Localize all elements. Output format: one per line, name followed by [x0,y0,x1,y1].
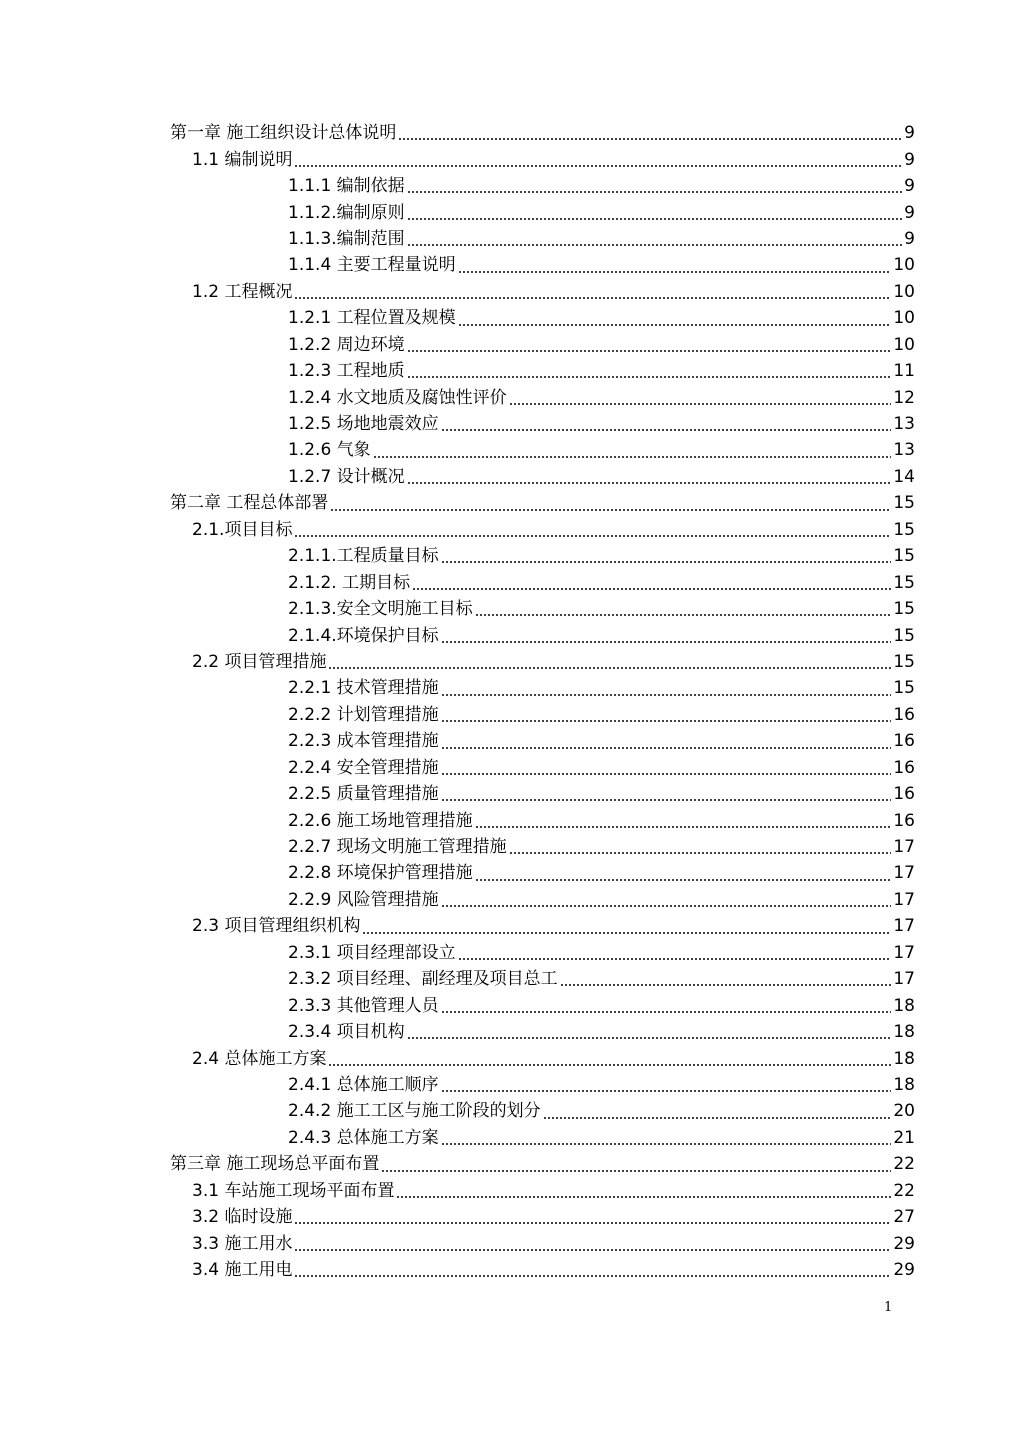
toc-entry-page: 17 [893,916,915,937]
toc-entry-title: 2.2 项目管理措施 [192,651,327,672]
toc-entry-page: 9 [904,123,915,144]
dot-leader [294,165,902,167]
toc-entry-page: 15 [893,519,915,540]
toc-entry-page: 29 [893,1233,915,1254]
toc-entry-page: 15 [893,625,915,646]
toc-entry[interactable] [0,543,915,569]
toc-entry-title: 2.1.3.安全文明施工目标 [288,599,473,620]
dot-leader [509,403,892,405]
toc-entry-title: 2.1.1.工程质量目标 [288,546,439,567]
toc-entry-page: 17 [893,942,915,963]
toc-entry-title: 第二章 工程总体部署 [170,493,329,514]
dot-leader [441,720,892,722]
toc-entry[interactable] [0,887,915,913]
toc-entry-page: 13 [893,440,915,461]
toc-entry-page: 16 [893,784,915,805]
toc-entry[interactable] [0,807,915,833]
toc-entry-title: 2.2.3 成本管理措施 [288,731,439,752]
dot-leader [407,218,903,220]
toc-entry[interactable] [0,1125,915,1151]
toc-entry[interactable] [0,728,915,754]
dot-leader [441,1011,892,1013]
toc-entry-page: 20 [893,1101,915,1122]
dot-leader [407,482,892,484]
toc-entry[interactable] [0,1178,915,1204]
toc-entry-page: 29 [893,1260,915,1281]
toc-entry[interactable] [0,1019,915,1045]
toc-entry-title: 2.2.5 质量管理措施 [288,784,439,805]
toc-entry[interactable] [0,569,915,595]
toc-entry-title: 2.2.7 现场文明施工管理措施 [288,837,507,858]
toc-entry-page: 16 [893,704,915,725]
toc-entry-page: 21 [893,1127,915,1148]
toc-entry[interactable] [0,1204,915,1230]
dot-leader [560,984,892,986]
toc-entry-title: 2.2.2 计划管理措施 [288,704,439,725]
toc-entry[interactable] [0,464,915,490]
dot-leader [441,1143,892,1145]
toc-entry-title: 1.2.2 周边环境 [288,334,405,355]
toc-entry[interactable] [0,1098,915,1124]
toc-entry-title: 2.1.4.环境保护目标 [288,625,439,646]
dot-leader [458,958,892,960]
dot-leader [407,191,903,193]
toc-entry-page: 16 [893,757,915,778]
dot-leader [441,1090,892,1092]
toc-entry-page: 27 [893,1207,915,1228]
toc-entry[interactable] [0,226,915,252]
dot-leader [475,879,892,881]
dot-leader [381,1170,891,1172]
toc-entry-page: 18 [893,1048,915,1069]
toc-entry-title: 3.4 施工用电 [192,1260,293,1281]
toc-entry-title: 1.2.6 气象 [288,440,371,461]
dot-leader [373,456,892,458]
toc-entry[interactable] [0,649,915,675]
toc-entry-page: 17 [893,889,915,910]
toc-entry-title: 1.2.1 工程位置及规模 [288,308,456,329]
toc-entry-title: 2.3.3 其他管理人员 [288,995,439,1016]
toc-entry-page: 15 [893,599,915,620]
toc-entry-title: 2.1.2. 工期目标 [288,572,411,593]
toc-entry-title: 2.4.2 施工工区与施工阶段的划分 [288,1101,541,1122]
dot-leader [441,773,892,775]
dot-leader [458,271,892,273]
toc-entry-title: 3.2 临时设施 [192,1207,293,1228]
toc-entry-page: 11 [893,361,915,382]
dot-leader [396,1196,891,1198]
table-of-contents [0,120,1012,1283]
dot-leader [294,297,891,299]
toc-entry-page: 16 [893,731,915,752]
toc-entry-page: 18 [893,1074,915,1095]
dot-leader [362,932,891,934]
toc-entry-page: 18 [893,1022,915,1043]
toc-entry-title: 1.1.3.编制范围 [288,228,405,249]
toc-entry-page: 15 [893,572,915,593]
toc-entry[interactable] [0,781,915,807]
toc-entry-page: 16 [893,810,915,831]
toc-entry-title: 1.2 工程概况 [192,281,293,302]
toc-entry-title: 2.1.项目目标 [192,519,293,540]
toc-entry-page: 22 [893,1154,915,1175]
toc-entry[interactable] [0,940,915,966]
dot-leader [407,376,892,378]
dot-leader [543,1117,892,1119]
toc-entry-page: 9 [904,228,915,249]
dot-leader [412,588,891,590]
toc-entry-page: 10 [893,255,915,276]
toc-entry-title: 3.1 车站施工现场平面布置 [192,1180,395,1201]
dot-leader [330,509,891,511]
toc-entry-title: 1.1.1 编制依据 [288,176,405,197]
dot-leader [475,826,892,828]
toc-entry-title: 第一章 施工组织设计总体说明 [170,123,397,144]
dot-leader [398,138,902,140]
toc-entry[interactable] [0,411,915,437]
toc-entry-title: 2.3.2 项目经理、副经理及项目总工 [288,969,558,990]
dot-leader [441,905,892,907]
dot-leader [475,614,892,616]
toc-entry[interactable] [0,834,915,860]
toc-entry-page: 18 [893,995,915,1016]
dot-leader [441,561,892,563]
toc-entry-page: 13 [893,414,915,435]
toc-entry[interactable] [0,146,915,172]
toc-entry[interactable] [0,279,915,305]
toc-entry-page: 22 [893,1180,915,1201]
dot-leader [458,324,892,326]
toc-entry[interactable] [0,490,915,516]
dot-leader [294,1222,891,1224]
toc-entry-page: 9 [904,202,915,223]
toc-entry[interactable] [0,913,915,939]
toc-entry-title: 2.2.8 环境保护管理措施 [288,863,473,884]
toc-entry-page: 17 [893,969,915,990]
dot-leader [328,667,891,669]
toc-entry-page: 15 [893,651,915,672]
toc-entry[interactable] [0,252,915,278]
toc-entry-title: 2.4.1 总体施工顺序 [288,1074,439,1095]
toc-entry[interactable] [0,358,915,384]
toc-entry[interactable] [0,332,915,358]
toc-entry-page: 15 [893,678,915,699]
toc-entry[interactable] [0,1045,915,1071]
page-number: 1 [884,1300,893,1315]
toc-entry[interactable] [0,596,915,622]
toc-entry-page: 14 [893,466,915,487]
toc-entry-page: 12 [893,387,915,408]
toc-entry-page: 10 [893,334,915,355]
toc-entry-title: 1.1 编制说明 [192,149,293,170]
toc-entry-page: 9 [904,176,915,197]
toc-entry[interactable] [0,199,915,225]
toc-entry[interactable] [0,1072,915,1098]
toc-entry-page: 17 [893,863,915,884]
toc-entry-title: 1.2.3 工程地质 [288,361,405,382]
toc-entry-title: 2.4 总体施工方案 [192,1048,327,1069]
dot-leader [509,852,892,854]
toc-entry-title: 2.3.4 项目机构 [288,1022,405,1043]
dot-leader [407,244,903,246]
toc-entry-title: 2.2.1 技术管理措施 [288,678,439,699]
dot-leader [294,535,891,537]
toc-entry[interactable] [0,622,915,648]
toc-entry[interactable] [0,966,915,992]
toc-entry[interactable] [0,675,915,701]
dot-leader [294,1249,891,1251]
toc-entry-page: 10 [893,281,915,302]
toc-entry-page: 15 [893,546,915,567]
dot-leader [441,641,892,643]
toc-entry-title: 2.4.3 总体施工方案 [288,1127,439,1148]
toc-entry-title: 3.3 施工用水 [192,1233,293,1254]
toc-entry[interactable] [0,1151,915,1177]
toc-entry[interactable] [0,517,915,543]
toc-entry[interactable] [0,120,915,146]
toc-entry-title: 1.1.4 主要工程量说明 [288,255,456,276]
toc-entry[interactable] [0,702,915,728]
dot-leader [294,1275,891,1277]
dot-leader [441,799,892,801]
toc-entry-title: 2.2.4 安全管理措施 [288,757,439,778]
dot-leader [441,747,892,749]
toc-entry[interactable] [0,173,915,199]
dot-leader [328,1064,891,1066]
toc-entry-page: 17 [893,837,915,858]
dot-leader [407,350,892,352]
dot-leader [441,694,892,696]
toc-entry-page: 15 [893,493,915,514]
toc-entry-title: 2.2.9 风险管理措施 [288,889,439,910]
toc-entry[interactable] [0,305,915,331]
toc-entry[interactable] [0,437,915,463]
toc-entry-title: 2.2.6 施工场地管理措施 [288,810,473,831]
toc-entry[interactable] [0,755,915,781]
toc-entry-title: 1.2.7 设计概况 [288,466,405,487]
toc-entry-page: 9 [904,149,915,170]
toc-entry-title: 2.3 项目管理组织机构 [192,916,361,937]
toc-entry[interactable] [0,1257,915,1283]
toc-entry-title: 1.2.4 水文地质及腐蚀性评价 [288,387,507,408]
toc-entry-title: 1.2.5 场地地震效应 [288,414,439,435]
toc-entry-title: 第三章 施工现场总平面布置 [170,1154,380,1175]
toc-entry[interactable] [0,860,915,886]
toc-entry-page: 10 [893,308,915,329]
toc-entry[interactable] [0,384,915,410]
toc-entry[interactable] [0,1230,915,1256]
toc-entry-title: 2.3.1 项目经理部设立 [288,942,456,963]
dot-leader [407,1037,892,1039]
toc-entry-title: 1.1.2.编制原则 [288,202,405,223]
toc-entry[interactable] [0,992,915,1018]
dot-leader [441,429,892,431]
